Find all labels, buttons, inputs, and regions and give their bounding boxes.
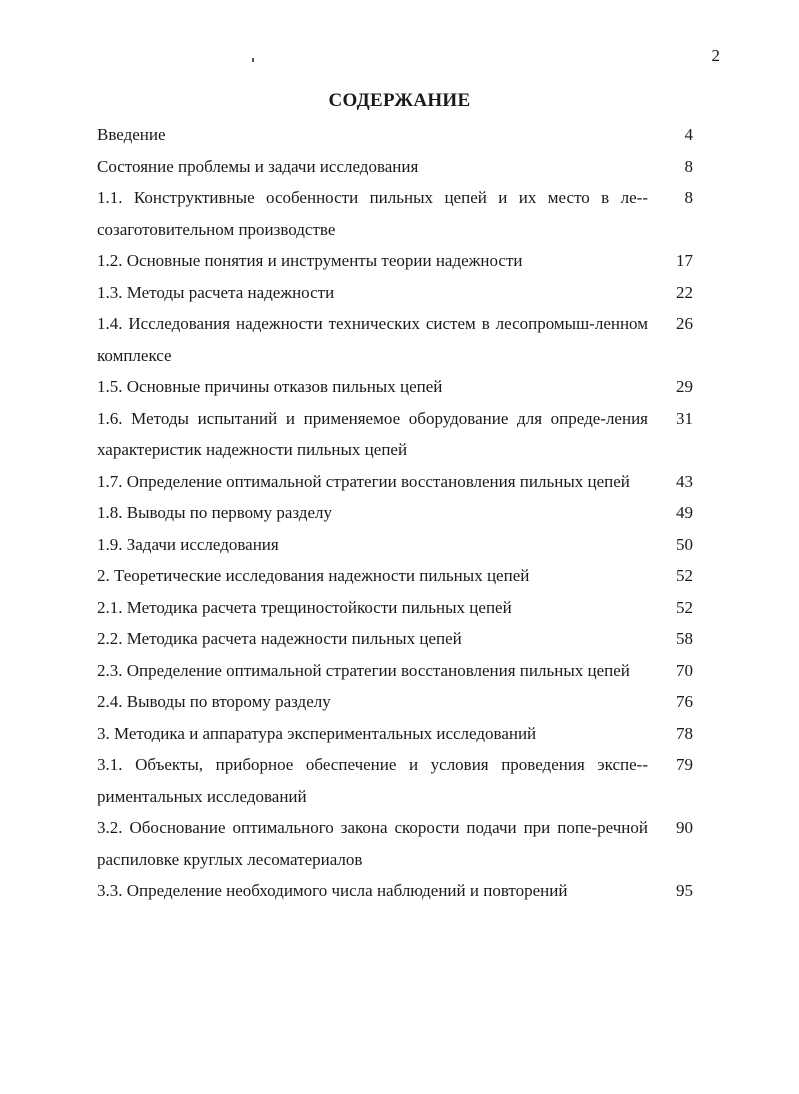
toc-entry-title: 3.1. Объекты, приборное обеспечение и условия проведения экспе-риментальных исследований [97, 755, 648, 806]
toc-entry [97, 623, 697, 655]
toc-entry-page: 4 [684, 125, 693, 144]
toc-entry-title: 3. Методика и аппаратура экспериментальных исследований [97, 723, 537, 743]
toc-entry [97, 245, 697, 277]
toc-entry-title: 2.1. Методика расчета трещиностойкости пильных цепей [97, 597, 512, 617]
toc-entry-page: 95 [676, 881, 693, 900]
toc-entry-title: 1.7. Определение оптимальной стратегии восстановления пильных цепей [97, 471, 630, 491]
toc-entry-title: 1.6. Методы испытаний и применяемое оборудование для опреде-ления характеристик надежности пильных цепей [97, 408, 648, 459]
toc-entry-page: 31 [676, 408, 693, 428]
toc-entry-title: 1.9. Задачи исследования [97, 534, 279, 554]
toc-entry-page: 78 [676, 723, 693, 743]
toc-entry-page: 52 [676, 597, 693, 617]
toc-entry [97, 182, 697, 245]
toc-entry-page: 26 [676, 314, 693, 333]
toc-entry-page: 17 [676, 251, 693, 270]
page-number: 2 [711, 46, 720, 65]
toc-entry-title: 1.8. Выводы по первому разделу [97, 503, 332, 522]
toc-entry-page: 70 [676, 660, 693, 680]
toc-entry-title: 1.4. Исследования надежности технических систем в лесопромыш-ленном комплексе [97, 314, 648, 365]
toc-entry [97, 277, 697, 309]
toc-entry-page: 52 [676, 566, 693, 585]
toc-entry [97, 371, 697, 403]
toc-entry-page: 50 [676, 534, 693, 554]
toc-entry [97, 686, 697, 718]
toc-entry [97, 403, 697, 466]
toc-entry-title: 2.4. Выводы по второму разделу [97, 692, 331, 711]
toc-entry-title: 1.3. Методы расчета надежности [97, 282, 335, 302]
toc-entry-title: Состояние проблемы и задачи исследования [97, 156, 419, 176]
toc-entry-page: 79 [676, 755, 693, 774]
toc-entry-page: 43 [676, 471, 693, 491]
toc-entry-title: 1.2. Основные понятия и инструменты теории надежности [97, 251, 523, 270]
toc-entry-title: 1.1. Конструктивные особенности пильных цепей и их место в ле-созаготовительном производстве [97, 188, 648, 239]
toc-entry [97, 875, 697, 907]
toc-entry-page: 22 [676, 282, 693, 302]
toc-entry [97, 749, 697, 812]
toc-entry [97, 812, 697, 875]
toc-entry [97, 560, 697, 592]
toc-entry-page: 49 [676, 503, 693, 522]
toc-entry [97, 466, 697, 498]
toc-entry [97, 718, 697, 750]
toc-entry-title: 2.2. Методика расчета надежности пильных цепей [97, 629, 462, 648]
toc-entry-title: 1.5. Основные причины отказов пильных цепей [97, 377, 443, 396]
scan-speck [252, 58, 254, 62]
toc-entry-page: 58 [676, 629, 693, 648]
toc-entry-page: 76 [676, 692, 693, 711]
toc-entry [97, 592, 697, 624]
toc-entry [97, 655, 697, 687]
toc-entry-page: 8 [684, 156, 693, 176]
toc-entry-page: 29 [676, 377, 693, 396]
toc-entry [97, 529, 697, 561]
toc-entry-page: 90 [676, 818, 693, 837]
table-of-contents [97, 119, 697, 907]
toc-entry-title: 2. Теоретические исследования надежности пильных цепей [97, 566, 530, 585]
toc-entry [97, 119, 697, 151]
page-title: СОДЕРЖАНИЕ [328, 90, 471, 111]
toc-entry-page: 8 [684, 188, 693, 207]
toc-entry [97, 497, 697, 529]
toc-entry-title: 3.3. Определение необходимого числа наблюдений и повторений [97, 881, 568, 900]
toc-entry-title: Введение [97, 125, 166, 144]
toc-entry [97, 151, 697, 183]
toc-entry-title: 2.3. Определение оптимальной стратегии восстановления пильных цепей [97, 660, 630, 680]
toc-entry-title: 3.2. Обоснование оптимального закона скорости подачи при попе-речной распиловке круглых лесоматериалов [97, 818, 648, 869]
toc-entry [97, 308, 697, 371]
